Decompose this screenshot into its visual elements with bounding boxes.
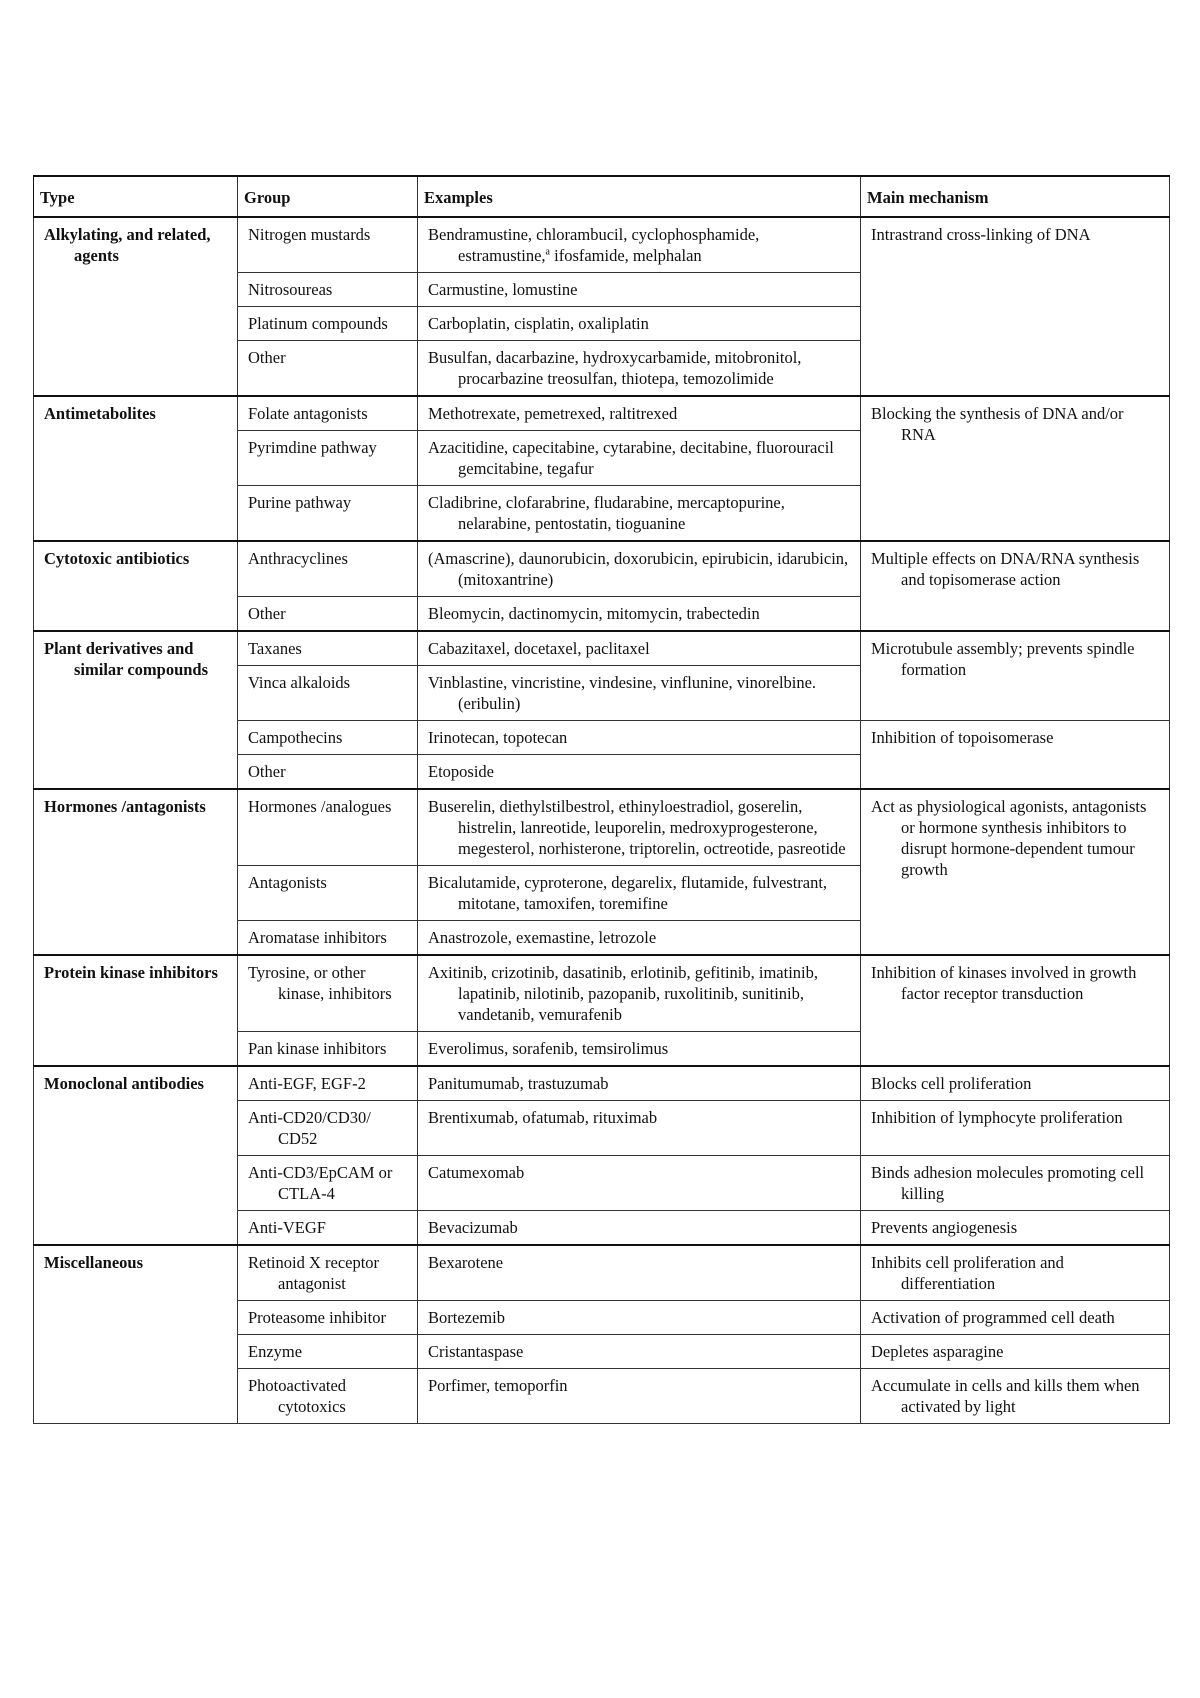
type-cell [34, 1245, 238, 1424]
examples-cell [418, 341, 861, 397]
mechanism-cell [861, 1211, 1170, 1246]
group-label: Other [248, 604, 286, 623]
examples-text: Carboplatin, cisplatin, oxaliplatin [428, 314, 649, 333]
examples-text: Cabazitaxel, docetaxel, paclitaxel [428, 639, 650, 658]
mechanism-cell [861, 1101, 1170, 1156]
group-cell [238, 341, 418, 397]
mechanism-text: Activation of programmed cell death [871, 1308, 1115, 1327]
examples-text: Catumexomab [428, 1163, 525, 1182]
type-cell [34, 1066, 238, 1245]
type-cell [34, 396, 238, 541]
group-cell [238, 1245, 418, 1301]
examples-text: Anastrozole, exemastine, letrozole [428, 928, 657, 947]
mechanism-text: Prevents angiogenesis [871, 1218, 1018, 1237]
header-mechanism: Main mechanism [861, 176, 1170, 217]
examples-cell [418, 273, 861, 307]
mechanism-cell [861, 217, 1170, 396]
table-row [34, 396, 1170, 431]
group-label: Other [248, 348, 286, 367]
group-cell [238, 1156, 418, 1211]
type-cell [34, 631, 238, 789]
examples-text: (Amascrine), daunorubicin, doxorubicin, epirubicin, idarubicin, (mitoxantrine) [428, 549, 849, 589]
type-label: Alkylating, and related, agents [44, 225, 211, 265]
examples-cell [418, 1066, 861, 1101]
table-row [34, 217, 1170, 273]
examples-cell [418, 486, 861, 542]
group-label: Anthracyclines [248, 549, 348, 568]
type-cell [34, 541, 238, 631]
group-label: Antagonists [248, 873, 327, 892]
examples-text: Irinotecan, topotecan [428, 728, 568, 747]
group-cell [238, 486, 418, 542]
group-label: Purine pathway [248, 493, 352, 512]
group-cell [238, 1335, 418, 1369]
table-row [34, 1066, 1170, 1101]
group-cell [238, 921, 418, 956]
mechanism-cell [861, 631, 1170, 721]
examples-cell [418, 1156, 861, 1211]
group-label: Anti-CD20/CD30/ CD52 [248, 1108, 371, 1148]
examples-cell [418, 1335, 861, 1369]
group-label: Pyrimdine pathway [248, 438, 377, 457]
type-label: Antimetabolites [44, 404, 156, 423]
header-examples: Examples [418, 176, 861, 217]
type-label: Monoclonal antibodies [44, 1074, 204, 1093]
table-row [34, 631, 1170, 666]
group-label: Folate antagonists [248, 404, 368, 423]
examples-cell [418, 1301, 861, 1335]
group-cell [238, 755, 418, 790]
group-cell [238, 597, 418, 632]
examples-text: Axitinib, crizotinib, dasatinib, erlotinib, gefitinib, imatinib, lapatinib, nilotinib, pazopanib, ruxolitinib, sunitinib, vandetanib, vemurafenib [428, 963, 818, 1024]
examples-text: Porfimer, temoporfin [428, 1376, 568, 1395]
group-cell [238, 866, 418, 921]
mechanism-cell [861, 721, 1170, 790]
mechanism-text: Blocks cell proliferation [871, 1074, 1032, 1093]
examples-cell [418, 1101, 861, 1156]
group-cell [238, 1066, 418, 1101]
group-label: Vinca alkaloids [248, 673, 351, 692]
examples-text: Busulfan, dacarbazine, hydroxycarbamide, mitobronitol, procarbazine treosulfan, thiotepa, temozolimide [428, 348, 802, 388]
group-cell [238, 217, 418, 273]
examples-cell [418, 789, 861, 866]
mechanism-text: Binds adhesion molecules promoting cell killing [871, 1163, 1145, 1203]
examples-cell [418, 1369, 861, 1424]
type-label: Cytotoxic antibiotics [44, 549, 190, 568]
table-row [34, 541, 1170, 597]
group-label: Nitrogen mustards [248, 225, 371, 244]
group-label: Enzyme [248, 1342, 303, 1361]
type-label: Plant derivatives and similar compounds [44, 639, 209, 679]
header-group: Group [238, 176, 418, 217]
examples-cell [418, 217, 861, 273]
mechanism-cell [861, 396, 1170, 541]
examples-text: Cladibrine, clofarabrine, fludarabine, mercaptopurine, nelarabine, pentostatin, tioguanine [428, 493, 785, 533]
mechanism-text: Inhibition of lymphocyte proliferation [871, 1108, 1123, 1127]
group-cell [238, 431, 418, 486]
group-label: Aromatase inhibitors [248, 928, 387, 947]
group-cell [238, 666, 418, 721]
mechanism-text: Multiple effects on DNA/RNA synthesis and topisomerase action [871, 549, 1140, 589]
type-cell [34, 217, 238, 396]
mechanism-cell [861, 1066, 1170, 1101]
examples-text: Brentixumab, ofatumab, rituximab [428, 1108, 658, 1127]
mechanism-text: Depletes asparagine [871, 1342, 1004, 1361]
group-label: Pan kinase inhibitors [248, 1039, 387, 1058]
examples-cell [418, 755, 861, 790]
group-cell [238, 1301, 418, 1335]
group-cell [238, 721, 418, 755]
mechanism-cell [861, 1156, 1170, 1211]
group-cell [238, 1101, 418, 1156]
examples-cell [418, 1245, 861, 1301]
mechanism-text: Microtubule assembly; prevents spindle formation [871, 639, 1135, 679]
examples-text: Vinblastine, vincristine, vindesine, vinflunine, vinorelbine. (eribulin) [428, 673, 817, 713]
group-cell [238, 273, 418, 307]
header-type: Type [34, 176, 238, 217]
group-label: Tyrosine, or other kinase, inhibitors [248, 963, 392, 1003]
examples-text: Bexarotene [428, 1253, 504, 1272]
table-row [34, 1245, 1170, 1301]
type-label: Protein kinase inhibitors [44, 963, 218, 982]
examples-text: Cristantaspase [428, 1342, 524, 1361]
mechanism-cell [861, 541, 1170, 631]
type-cell [34, 955, 238, 1066]
group-cell [238, 1211, 418, 1246]
group-label: Nitrosoureas [248, 280, 333, 299]
examples-text: Bevacizumab [428, 1218, 518, 1237]
examples-text: Carmustine, lomustine [428, 280, 578, 299]
examples-cell [418, 866, 861, 921]
mechanism-text: Inhibits cell proliferation and differentiation [871, 1253, 1064, 1293]
table-row [34, 789, 1170, 866]
header-row [34, 176, 1170, 217]
type-label: Miscellaneous [44, 1253, 143, 1272]
group-cell [238, 1369, 418, 1424]
mechanism-cell [861, 1335, 1170, 1369]
footnote-marker: a [545, 246, 550, 258]
examples-cell [418, 1032, 861, 1067]
mechanism-text: Accumulate in cells and kills them when activated by light [871, 1376, 1140, 1416]
examples-text: Panitumumab, trastuzumab [428, 1074, 609, 1093]
examples-cell [418, 541, 861, 597]
examples-cell [418, 721, 861, 755]
examples-part: ifosfamide, melphalan [549, 246, 702, 265]
examples-text: Bortezemib [428, 1308, 505, 1327]
group-label: Proteasome inhibitor [248, 1308, 386, 1327]
mechanism-text: Inhibition of kinases involved in growth factor receptor transduction [871, 963, 1137, 1003]
examples-cell [418, 631, 861, 666]
mechanism-cell [861, 1245, 1170, 1301]
group-label: Platinum compounds [248, 314, 388, 333]
group-cell [238, 396, 418, 431]
group-cell [238, 307, 418, 341]
group-label: Taxanes [248, 639, 302, 658]
group-cell [238, 541, 418, 597]
examples-cell [418, 307, 861, 341]
mechanism-cell [861, 789, 1170, 955]
examples-cell [418, 666, 861, 721]
examples-text: Bicalutamide, cyproterone, degarelix, flutamide, fulvestrant, mitotane, tamoxifen, toremifine [428, 873, 828, 913]
examples-text: Methotrexate, pemetrexed, raltitrexed [428, 404, 678, 423]
examples-part: Bendramustine, chlorambucil, cyclophosphamide, estramustine, [428, 225, 760, 265]
examples-cell [418, 431, 861, 486]
group-label: Other [248, 762, 286, 781]
examples-cell [418, 597, 861, 632]
mechanism-cell [861, 1301, 1170, 1335]
group-label: Retinoid X receptor antagonist [248, 1253, 380, 1293]
group-label: Anti-VEGF [248, 1218, 326, 1237]
group-label: Anti-EGF, EGF-2 [248, 1074, 366, 1093]
examples-cell [418, 396, 861, 431]
group-cell [238, 631, 418, 666]
group-cell [238, 1032, 418, 1067]
mechanism-cell [861, 955, 1170, 1066]
examples-text: Bleomycin, dactinomycin, mitomycin, trabectedin [428, 604, 760, 623]
examples-cell [418, 955, 861, 1032]
group-cell [238, 955, 418, 1032]
examples-cell [418, 921, 861, 956]
group-label: Photoactivated cytotoxics [248, 1376, 347, 1416]
examples-text: Etoposide [428, 762, 494, 781]
table-row [34, 955, 1170, 1032]
group-label: Campothecins [248, 728, 343, 747]
examples-text: Azacitidine, capecitabine, cytarabine, decitabine, fluorouracil gemcitabine, tegafur [428, 438, 834, 478]
group-cell [238, 789, 418, 866]
type-label: Hormones /antagonists [44, 797, 206, 816]
group-label: Hormones /analogues [248, 797, 392, 816]
mechanism-cell [861, 1369, 1170, 1424]
examples-text: Everolimus, sorafenib, temsirolimus [428, 1039, 669, 1058]
mechanism-text: Act as physiological agonists, antagonists or hormone synthesis inhibitors to disrupt hormone-dependent tumour growth [871, 797, 1147, 879]
drug-classification-table [33, 175, 1170, 1424]
mechanism-text: Inhibition of topoisomerase [871, 728, 1054, 747]
group-label: Anti-CD3/EpCAM or CTLA-4 [248, 1163, 393, 1203]
examples-text [428, 224, 852, 266]
examples-cell [418, 1211, 861, 1246]
mechanism-text: Blocking the synthesis of DNA and/or RNA [871, 404, 1124, 444]
type-cell [34, 789, 238, 955]
examples-text: Buserelin, diethylstilbestrol, ethinyloestradiol, goserelin, histrelin, lanreotide, leuporelin, medroxyprogesterone, megesterol, norhisterone, triptorelin, octreotide, pasreotide [428, 797, 846, 858]
mechanism-text: Intrastrand cross-linking of DNA [871, 225, 1091, 244]
